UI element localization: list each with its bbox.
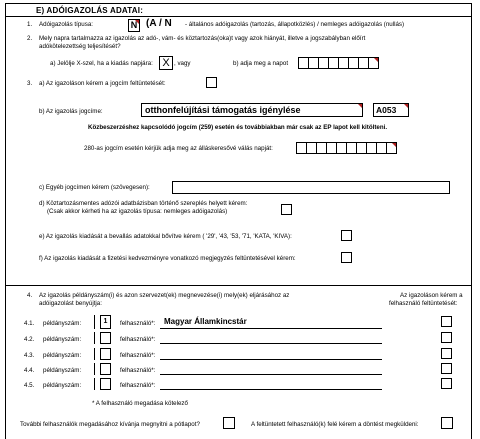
- q4-divider: [5, 285, 472, 286]
- q3c-label: c) Egyéb jogcímen kérem (szövegesen):: [39, 184, 150, 191]
- copies-field[interactable]: [100, 378, 111, 390]
- copies-field[interactable]: [100, 332, 111, 344]
- copies-divider: [94, 332, 95, 344]
- user-line[interactable]: [160, 359, 382, 360]
- q1-number: 1.: [27, 21, 33, 28]
- title-divider: [5, 16, 472, 17]
- section-title: E) ADÓIGAZOLÁS ADATAI:: [36, 6, 144, 15]
- q2b-label: b) adja meg a napot: [233, 60, 289, 67]
- copies-label: példányszám:: [43, 320, 82, 327]
- q2-text-line1: Mely napra tartalmazza az igazolás az adó-, vám- és köztartozás(oka)t vagy azok hiányát, illetve a jogszabályban előírt: [39, 35, 366, 42]
- q3f-label: f) Az igazolás kiadását a fizetési kedvezményre vonatkozó megjegyzés feltüntetésével kérem:: [39, 255, 296, 262]
- show-user-checkbox[interactable]: [441, 316, 452, 327]
- row-number: 4.3.: [24, 352, 35, 359]
- copies-field[interactable]: [100, 363, 111, 375]
- copies-field[interactable]: [100, 348, 111, 360]
- legal-title-code-field[interactable]: A053: [373, 103, 409, 117]
- q4-text-line2: adóigazolást benyújtja:: [39, 300, 102, 307]
- date-field[interactable]: [298, 57, 378, 69]
- q2a-label: a) Jelölje X-szel, ha a kiadás napjára:: [50, 60, 153, 67]
- q2-text-line2: adókötelezettség teljesítését?: [39, 43, 121, 50]
- show-user-checkbox[interactable]: [441, 348, 452, 359]
- user-line[interactable]: [160, 374, 382, 375]
- user-line: [160, 328, 382, 329]
- adoigazolas-type-field[interactable]: N: [128, 19, 140, 32]
- q3e-label: e) Az igazolás kiadását a bevallás adatokkal bővítve kérem ( '29', '43, '53, '71, 'KATA, 'KIVA):: [39, 233, 292, 240]
- user-label: felhasználó*:: [120, 367, 156, 374]
- required-footnote: * A felhasználó megadása kötelező: [92, 400, 188, 407]
- q3a-label: a) Az igazoláson kérem a jogcím feltüntetését:: [39, 80, 166, 87]
- payment-relief-checkbox[interactable]: [341, 252, 352, 263]
- tax-return-data-checkbox[interactable]: [341, 230, 352, 241]
- copies-label: példányszám:: [43, 367, 82, 374]
- q1-options-head: (A / N: [146, 18, 172, 29]
- q1-label: Adóigazolás típusa:: [39, 21, 94, 28]
- job-seeker-date-field[interactable]: [296, 142, 396, 154]
- copies-field[interactable]: 1: [100, 315, 111, 329]
- row-number: 4.1.: [24, 320, 35, 327]
- user-value[interactable]: Magyar Államkincstár: [164, 317, 247, 326]
- user-label: felhasználó*:: [120, 352, 156, 359]
- extra-sheet-label: További felhasználók megadásához kívánja megnyitni a pótlapot?: [20, 421, 200, 428]
- row-number: 4.5.: [24, 382, 35, 389]
- q2-number: 2.: [27, 35, 33, 42]
- show-user-checkbox[interactable]: [441, 332, 452, 343]
- extra-sheet-checkbox[interactable]: [223, 417, 235, 429]
- q4-right-line2: felhasználó feltüntetését:: [389, 300, 458, 307]
- copies-divider: [94, 378, 95, 390]
- copies-divider: [94, 315, 95, 329]
- user-label: felhasználó*:: [120, 320, 156, 327]
- send-decision-label: A feltüntetett felhasználó(k) felé kérem a döntést megküldeni:: [251, 421, 419, 428]
- user-label: felhasználó*:: [120, 382, 156, 389]
- show-user-checkbox[interactable]: [441, 363, 452, 374]
- legal-title-checkbox[interactable]: [206, 77, 217, 88]
- copies-divider: [94, 348, 95, 360]
- row-number: 4.4.: [24, 367, 35, 374]
- q1-options-tail: - általános adóigazolás (tartozás, állapotközlés) / nemleges adóigazolás (nullás): [185, 21, 405, 28]
- user-line[interactable]: [160, 343, 382, 344]
- send-decision-checkbox[interactable]: [441, 417, 453, 429]
- other-title-field[interactable]: [172, 181, 450, 194]
- q3-number: 3.: [27, 80, 33, 87]
- day280-label: 280-as jogcím esetén kérjük adja meg az álláskeresővé válás napját:: [84, 145, 273, 152]
- copies-label: példányszám:: [43, 352, 82, 359]
- legal-title-field[interactable]: otthonfelújítási támogatás igénylése: [141, 103, 363, 117]
- q3b-label: b) Az igazolás jogcíme:: [39, 108, 103, 115]
- copies-divider: [94, 363, 95, 375]
- procurement-note: Közbeszerzéshez kapcsolódó jogcím (259) esetén és továbbiakban már csak az EP lapot kell kitölteni.: [88, 124, 388, 131]
- show-user-checkbox[interactable]: [441, 378, 452, 389]
- issue-date-checkbox[interactable]: X: [159, 56, 173, 70]
- copies-label: példányszám:: [43, 382, 82, 389]
- user-label: felhasználó*:: [120, 336, 156, 343]
- q3d-label-line1: d) Köztartozásmentes adózói adatbázisban történő szereplés helyett kérem:: [39, 200, 248, 207]
- q3d-label-line2: (Csak akkor kérheti ha az igazolás típusa: nemleges adóigazolás): [47, 208, 228, 215]
- copies-label: példányszám:: [43, 336, 82, 343]
- q2a-after: , vagy: [174, 60, 191, 67]
- q4-number: 4.: [27, 292, 33, 299]
- q4-right-line1: Az igazoláson kérem a: [400, 292, 463, 299]
- user-line[interactable]: [160, 389, 382, 390]
- row-number: 4.2.: [24, 336, 35, 343]
- debt-free-db-checkbox[interactable]: [281, 204, 292, 215]
- q4-text-line1: Az igazolás példányszám(i) és azon szervezet(ek) megnevezése(i) mely(ek) eljárásához az: [39, 292, 290, 299]
